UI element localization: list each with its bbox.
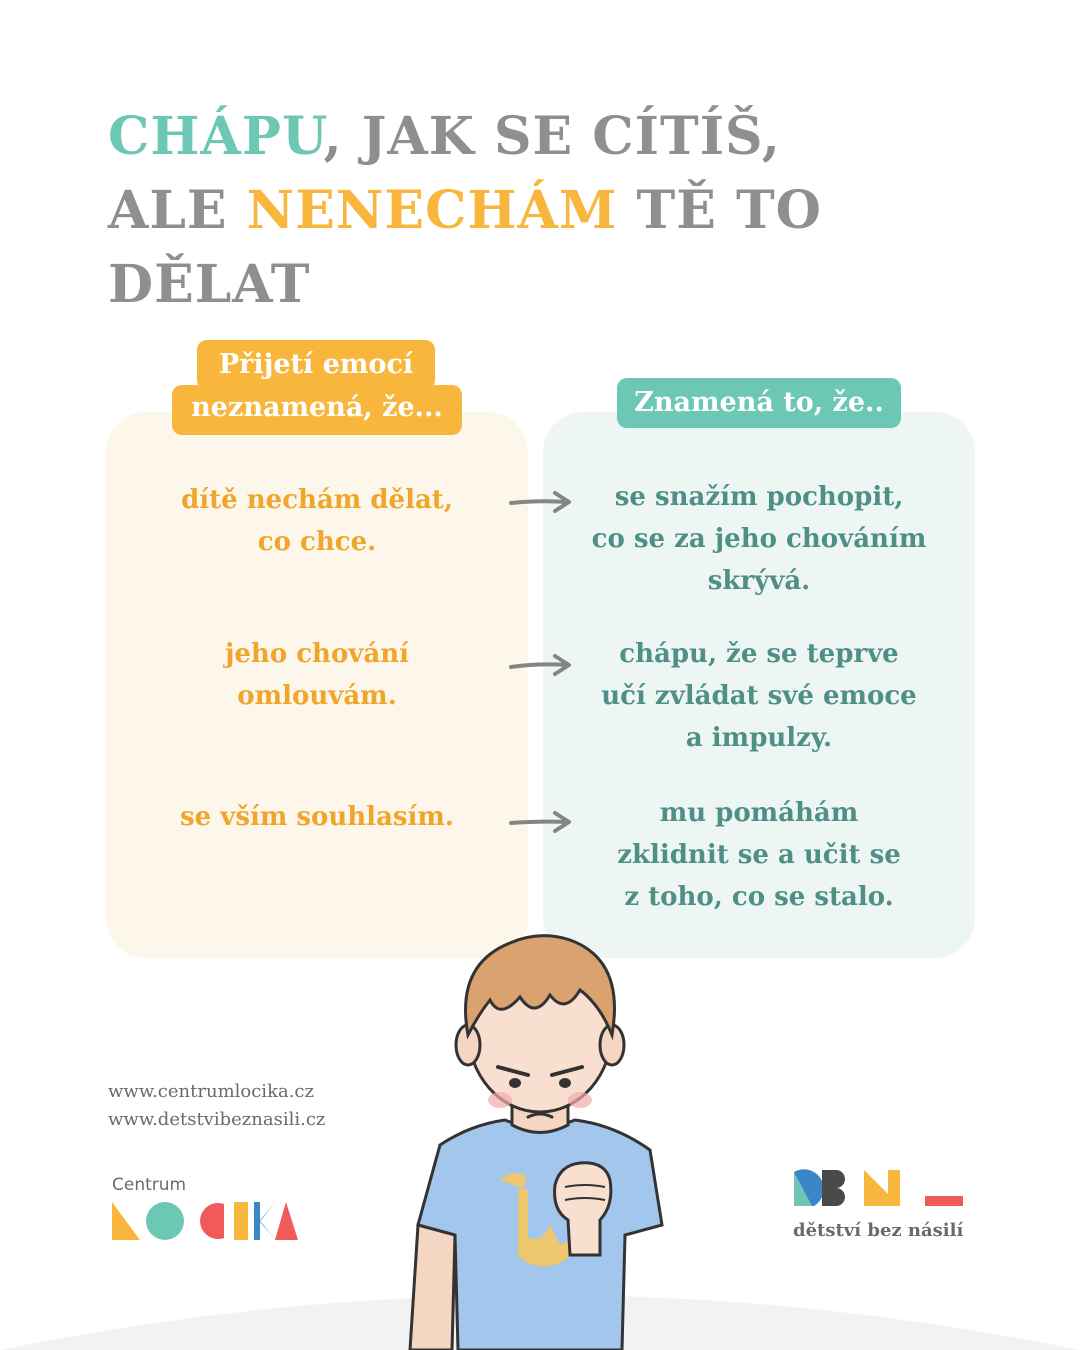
arrow-right-icon xyxy=(508,653,574,677)
website-detstvibeznasili[interactable]: www.detstvibeznasili.cz xyxy=(108,1109,326,1130)
website-links xyxy=(108,1078,325,1134)
left-item-2: jeho chování omlouvám. xyxy=(224,639,410,711)
dbn-label: dětství bez násilí xyxy=(793,1220,964,1241)
title-line-2-start: ALE xyxy=(108,180,247,241)
title-highlight-chapu: CHÁPU xyxy=(108,106,324,167)
title-line-1 xyxy=(108,100,1008,174)
centrum-label: Centrum xyxy=(112,1175,187,1195)
locika-logo xyxy=(110,1200,300,1242)
right-badge: Znamená to, že.. xyxy=(617,378,901,428)
left-item-3: se vším souhlasím. xyxy=(179,802,454,832)
left-badge-line-1: Přijetí emocí xyxy=(197,340,435,390)
title-highlight-nenecham: NENECHÁM xyxy=(246,180,618,241)
boy-illustration xyxy=(400,925,680,1350)
dbn-logo xyxy=(792,1166,966,1208)
website-centrumlocika[interactable]: www.centrumlocika.cz xyxy=(108,1081,314,1102)
left-badge-line-2: neznamená, že... xyxy=(172,385,462,435)
arrow-right-icon xyxy=(508,810,574,834)
page-title xyxy=(108,100,1008,322)
left-item-1: dítě nechám dělat, co chce. xyxy=(181,485,453,557)
right-item-3: mu pomáhám zklidnit se a učit se z toho, co se stalo. xyxy=(617,798,901,912)
right-item-2: chápu, že se teprve učí zvládat své emoce a impulzy. xyxy=(601,639,917,753)
title-line-1-rest: , JAK SE CÍTÍŠ, xyxy=(323,106,781,167)
arrow-right-icon xyxy=(508,490,574,514)
right-item-1: se snažím pochopit, co se za jeho chováním skrývá. xyxy=(591,482,927,596)
title-line-2 xyxy=(108,174,1008,322)
title-line-2-rest: TĚ TO DĚLAT xyxy=(108,180,822,315)
